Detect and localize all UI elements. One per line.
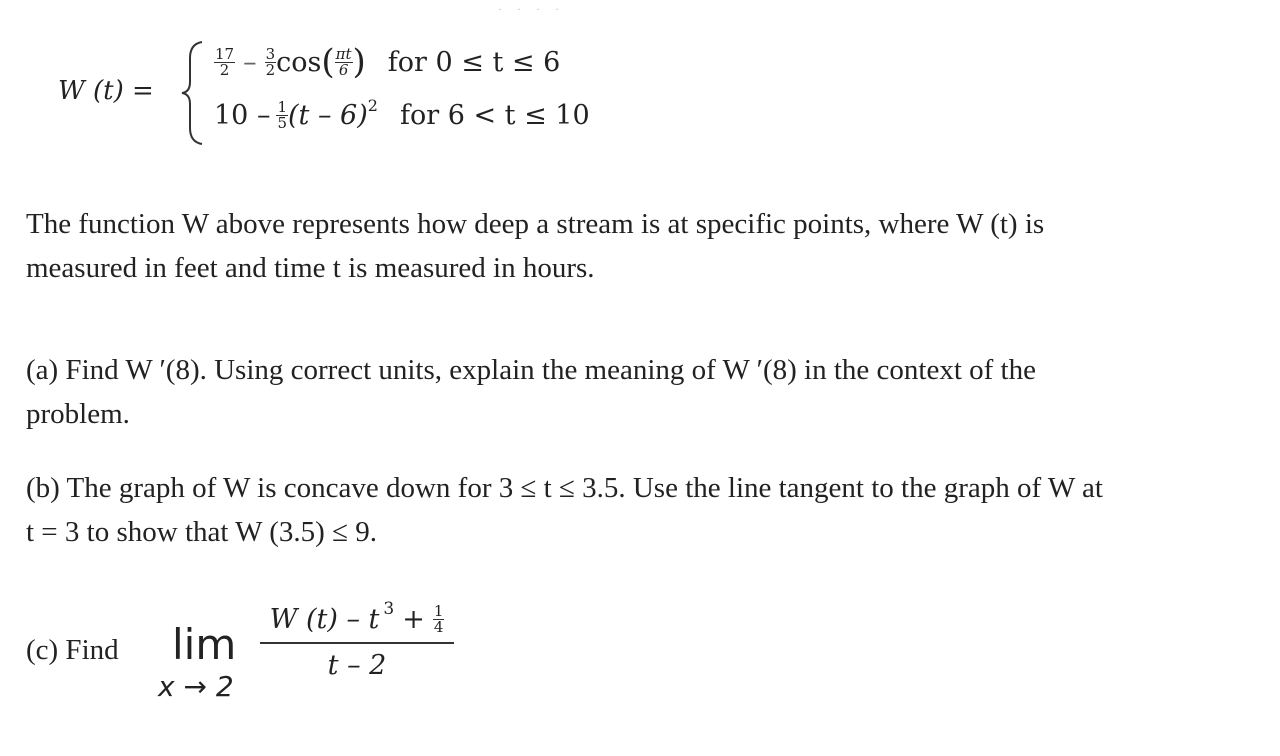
part-c-label: (c) Find <box>26 634 119 666</box>
intro-line-2: measured in feet and time t is measured in hours. <box>26 252 595 284</box>
top-decoration: · · · · <box>498 2 565 16</box>
part-a-line-1: (a) Find W ′(8). Using correct units, explain the meaning of W ′(8) in the context of the <box>26 354 1036 386</box>
cos-argument: $\frac{\pi t}{6}$ <box>335 44 352 79</box>
case2-lead: 10 – <box>214 100 271 131</box>
part-b-line-2: t = 3 to show that W (3.5) ≤ 9. <box>26 516 377 548</box>
case1-fraction-1: $\frac{17}{2}$ <box>215 44 235 79</box>
case1-condition: for 0 ≤ t ≤ 6 <box>387 46 561 78</box>
part-a <box>26 348 1036 436</box>
part-b <box>26 466 1103 554</box>
fraction-bar <box>260 642 454 644</box>
limit-symbol: lim <box>172 620 237 669</box>
part-a-line-2: problem. <box>26 398 130 430</box>
case1-fraction-2: $\frac{3}{2}$ <box>265 44 276 79</box>
case2-paren: (t – 6) <box>288 100 368 131</box>
case1-minus: – <box>243 46 257 78</box>
case2-exponent: 2 <box>367 96 378 115</box>
cos-label: cos <box>276 46 322 78</box>
limit-numerator: W (t) – t $^3$ + $\frac{1}{4}$ <box>269 599 444 636</box>
close-paren: ) <box>352 42 366 82</box>
case2-condition: for 6 < t ≤ 10 <box>399 100 590 131</box>
case-1 <box>214 42 560 82</box>
function-lhs: W (t) = <box>58 76 154 106</box>
case-2 <box>214 96 590 132</box>
case2-fraction: $\frac{1}{5}$ <box>277 98 287 132</box>
limit-fraction <box>258 596 456 681</box>
left-brace <box>178 38 208 148</box>
limit-denominator: t – 2 <box>327 650 387 681</box>
open-paren: ( <box>321 42 335 82</box>
part-b-line-1: (b) The graph of W is concave down for 3 ≤ t ≤ 3.5. Use the line tangent to the graph of W at <box>26 472 1103 504</box>
limit-subscript: x → 2 <box>158 670 234 703</box>
numerator-fraction: $\frac{1}{4}$ <box>433 601 444 636</box>
intro-paragraph <box>26 202 1044 290</box>
intro-line-1: The function W above represents how deep a stream is at specific points, where W (t) is <box>26 208 1045 240</box>
